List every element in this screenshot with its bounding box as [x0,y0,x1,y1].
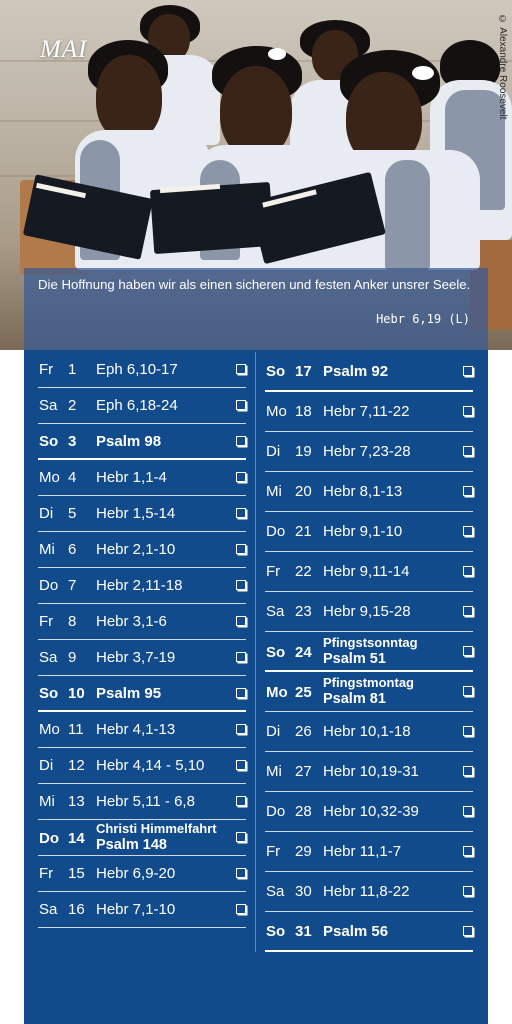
day-row [265,552,473,592]
done-checkbox[interactable] [236,904,246,914]
reading-reference: Hebr 4,1-13 [96,721,176,738]
done-checkbox[interactable] [463,886,473,896]
reading-reference: Hebr 2,1-10 [96,541,176,558]
reading-reference: Psalm 92 [323,363,389,380]
monthly-verse [24,268,488,350]
weekday-label: So [266,363,286,380]
weekday-label: Mi [39,541,55,558]
weekday-label: Do [266,523,286,540]
weekday-label: Fr [39,865,54,882]
day-number: 13 [68,793,85,810]
done-checkbox[interactable] [463,446,473,456]
day-row [265,472,473,512]
done-checkbox[interactable] [236,616,246,626]
day-row [38,676,246,712]
reading-reference: Psalm 148 [96,837,167,853]
weekday-label: So [39,685,59,702]
day-number: 12 [68,757,85,774]
done-checkbox[interactable] [463,926,473,936]
reading-reference: Psalm 51 [323,651,386,667]
reading-reference: Hebr 7,23-28 [323,443,411,460]
day-number: 22 [295,563,312,580]
month-title: MAI [40,36,88,63]
reading-reference: Hebr 7,1-10 [96,901,176,918]
done-checkbox[interactable] [463,806,473,816]
day-number: 5 [68,505,77,522]
verse-reference: Hebr 6,19 (L) [376,312,470,326]
day-row [38,568,246,604]
done-checkbox[interactable] [463,526,473,536]
weekday-label: Di [266,443,281,460]
weekday-label: Fr [266,563,281,580]
day-row [38,352,246,388]
day-number: 19 [295,443,312,460]
day-number: 17 [295,363,312,380]
day-row [38,856,246,892]
done-checkbox[interactable] [236,796,246,806]
day-number: 20 [295,483,312,500]
day-row [265,592,473,632]
day-row [265,832,473,872]
weekday-label: Sa [39,397,58,414]
weekday-label: Sa [266,883,285,900]
done-checkbox[interactable] [463,726,473,736]
weekday-label: Mo [266,684,288,701]
done-checkbox[interactable] [236,544,246,554]
weekday-label: So [266,923,286,940]
done-checkbox[interactable] [236,652,246,662]
reading-reference: Hebr 11,1-7 [323,843,402,860]
done-checkbox[interactable] [236,832,246,842]
done-checkbox[interactable] [236,688,246,698]
day-number: 6 [68,541,77,558]
day-number: 9 [68,649,77,666]
day-row [265,392,473,432]
done-checkbox[interactable] [236,724,246,734]
reading-reference: Eph 6,10-17 [96,361,178,378]
reading-reference: Hebr 1,5-14 [96,505,176,522]
reading-reference: Hebr 9,1-10 [323,523,403,540]
holiday-name: Christi Himmelfahrt [96,821,217,836]
weekday-label: Mi [266,483,282,500]
reading-reference: Hebr 5,11 - 6,8 [96,793,195,810]
day-row [38,496,246,532]
reading-reference: Hebr 3,1-6 [96,613,167,630]
day-row [265,792,473,832]
weekday-label: Do [39,577,59,594]
weekday-label: Mi [39,793,55,810]
weekday-label: Mi [266,763,282,780]
day-number: 29 [295,843,312,860]
day-row [38,820,246,856]
reading-reference: Hebr 10,1-18 [323,723,411,740]
reading-reference: Psalm 95 [96,685,162,702]
reading-reference: Hebr 8,1-13 [323,483,403,500]
header-photo [0,0,512,350]
day-number: 21 [295,523,312,540]
done-checkbox[interactable] [463,366,473,376]
day-number: 28 [295,803,312,820]
reading-reference: Eph 6,18-24 [96,397,178,414]
day-number: 30 [295,883,312,900]
reading-reference: Psalm 81 [323,691,386,707]
day-number: 31 [295,923,312,940]
day-row [38,640,246,676]
weekday-label: Di [266,723,281,740]
done-checkbox[interactable] [463,606,473,616]
day-row [38,604,246,640]
day-row [38,712,246,748]
reading-reference: Psalm 56 [323,923,389,940]
day-number: 14 [68,830,85,847]
column-divider [255,352,256,952]
weekday-label: Fr [39,361,54,378]
weekday-label: Sa [39,649,58,666]
reading-reference: Hebr 6,9-20 [96,865,176,882]
weekday-label: So [39,433,59,450]
done-checkbox[interactable] [236,436,246,446]
reading-reference: Hebr 11,8-22 [323,883,410,900]
holiday-name: Pfingstmontag [323,675,414,690]
done-checkbox[interactable] [463,646,473,656]
day-number: 23 [295,603,312,620]
reading-reference: Hebr 9,11-14 [323,563,410,580]
weekday-label: So [266,644,286,661]
day-row [265,912,473,952]
day-number: 24 [295,644,312,661]
done-checkbox[interactable] [463,846,473,856]
weekday-label: Do [266,803,286,820]
day-number: 15 [68,865,85,882]
weekday-label: Do [39,830,59,847]
day-row [265,512,473,552]
reading-reference: Hebr 10,32-39 [323,803,419,820]
day-row [265,712,473,752]
reading-reference: Hebr 10,19-31 [323,763,419,780]
day-number: 10 [68,685,85,702]
weekday-label: Fr [266,843,281,860]
done-checkbox[interactable] [463,686,473,696]
weekday-label: Sa [266,603,285,620]
reading-reference: Hebr 4,14 - 5,10 [96,757,205,774]
day-row [265,872,473,912]
day-row [38,460,246,496]
day-row [38,532,246,568]
day-row [265,432,473,472]
weekday-label: Mo [39,469,60,486]
done-checkbox[interactable] [463,486,473,496]
reading-reference: Hebr 7,11-22 [323,403,410,420]
day-number: 11 [68,721,84,738]
day-row [38,892,246,928]
reading-reference: Psalm 98 [96,433,162,450]
day-number: 7 [68,577,77,594]
day-row [265,352,473,392]
reading-reference: Hebr 3,7-19 [96,649,176,666]
done-checkbox[interactable] [236,760,246,770]
day-number: 1 [68,361,77,378]
photo-credit: © Alexandre Roosevelt [497,14,508,120]
day-number: 26 [295,723,312,740]
day-row [265,752,473,792]
done-checkbox[interactable] [463,406,473,416]
verse-text: Die Hoffnung haben wir als einen sicheren und festen Anker unsrer Seele. [38,277,471,292]
day-row [38,388,246,424]
done-checkbox[interactable] [236,364,246,374]
day-number: 25 [295,684,312,701]
done-checkbox[interactable] [236,472,246,482]
day-number: 8 [68,613,77,630]
weekday-label: Fr [39,613,54,630]
done-checkbox[interactable] [463,566,473,576]
reading-reference: Hebr 9,15-28 [323,603,411,620]
day-row [265,672,473,712]
day-number: 2 [68,397,77,414]
weekday-label: Di [39,757,54,774]
done-checkbox[interactable] [236,580,246,590]
day-number: 4 [68,469,77,486]
reading-reference: Hebr 2,11-18 [96,577,183,594]
done-checkbox[interactable] [236,508,246,518]
day-number: 16 [68,901,85,918]
reading-reference: Hebr 1,1-4 [96,469,167,486]
weekday-label: Sa [39,901,58,918]
weekday-label: Mo [266,403,287,420]
day-row [38,424,246,460]
holiday-name: Pfingstsonntag [323,635,418,650]
done-checkbox[interactable] [236,868,246,878]
weekday-label: Mo [39,721,60,738]
day-row [265,632,473,672]
done-checkbox[interactable] [236,400,246,410]
day-row [38,748,246,784]
done-checkbox[interactable] [463,766,473,776]
weekday-label: Di [39,505,54,522]
day-number: 3 [68,433,77,450]
day-row [38,784,246,820]
day-number: 18 [295,403,312,420]
day-number: 27 [295,763,312,780]
